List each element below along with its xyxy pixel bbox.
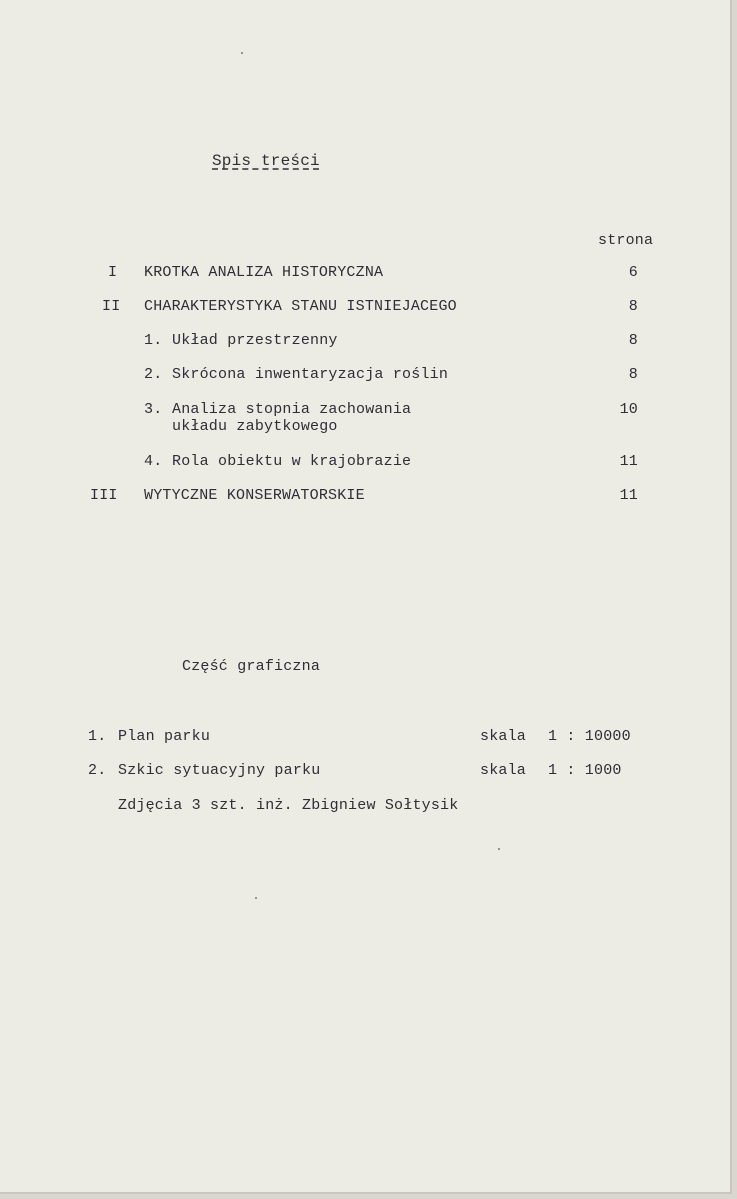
entry-page: 8 (628, 366, 638, 383)
paper-speck (255, 897, 257, 899)
item-label: Plan parku (118, 728, 211, 745)
entry-label-continued: układu zabytkowego (172, 418, 338, 435)
entry-number: III (90, 487, 118, 504)
page-column-header: strona (598, 232, 654, 249)
entry-page: 10 (619, 401, 638, 418)
graphics-section-title: Część graficzna (182, 658, 321, 675)
entry-number: 2. (144, 366, 163, 383)
entry-label: KROTKA ANALIZA HISTORYCZNA (144, 264, 384, 281)
entry-number: II (102, 298, 121, 315)
entry-number: 3. (144, 401, 163, 418)
entry-page: 6 (628, 264, 638, 281)
entry-label: WYTYCZNE KONSERWATORSKIE (144, 487, 365, 504)
paper-speck (241, 52, 243, 54)
scale-word: skala (480, 728, 527, 745)
paper-speck (498, 848, 500, 850)
entry-label: Układ przestrzenny (172, 332, 338, 349)
scale-value: 1 : 1000 (548, 762, 622, 779)
entry-number: I (108, 264, 118, 281)
item-number: 1. (88, 728, 107, 745)
entry-label: Analiza stopnia zachowania (172, 401, 412, 418)
scale-word: skala (480, 762, 527, 779)
entry-page: 11 (619, 453, 638, 470)
toc-title: Spis treści (212, 152, 320, 170)
photos-note: Zdjęcia 3 szt. inż. Zbigniew Sołtysik (118, 797, 459, 814)
entry-page: 8 (628, 298, 638, 315)
entry-label: Rola obiektu w krajobrazie (172, 453, 412, 470)
entry-label: CHARAKTERYSTYKA STANU ISTNIEJACEGO (144, 298, 457, 315)
entry-page: 11 (619, 487, 638, 504)
scale-value: 1 : 10000 (548, 728, 631, 745)
item-label: Szkic sytuacyjny parku (118, 762, 321, 779)
entry-page: 8 (628, 332, 638, 349)
entry-number: 1. (144, 332, 163, 349)
entry-label: Skrócona inwentaryzacja roślin (172, 366, 449, 383)
entry-number: 4. (144, 453, 163, 470)
item-number: 2. (88, 762, 107, 779)
